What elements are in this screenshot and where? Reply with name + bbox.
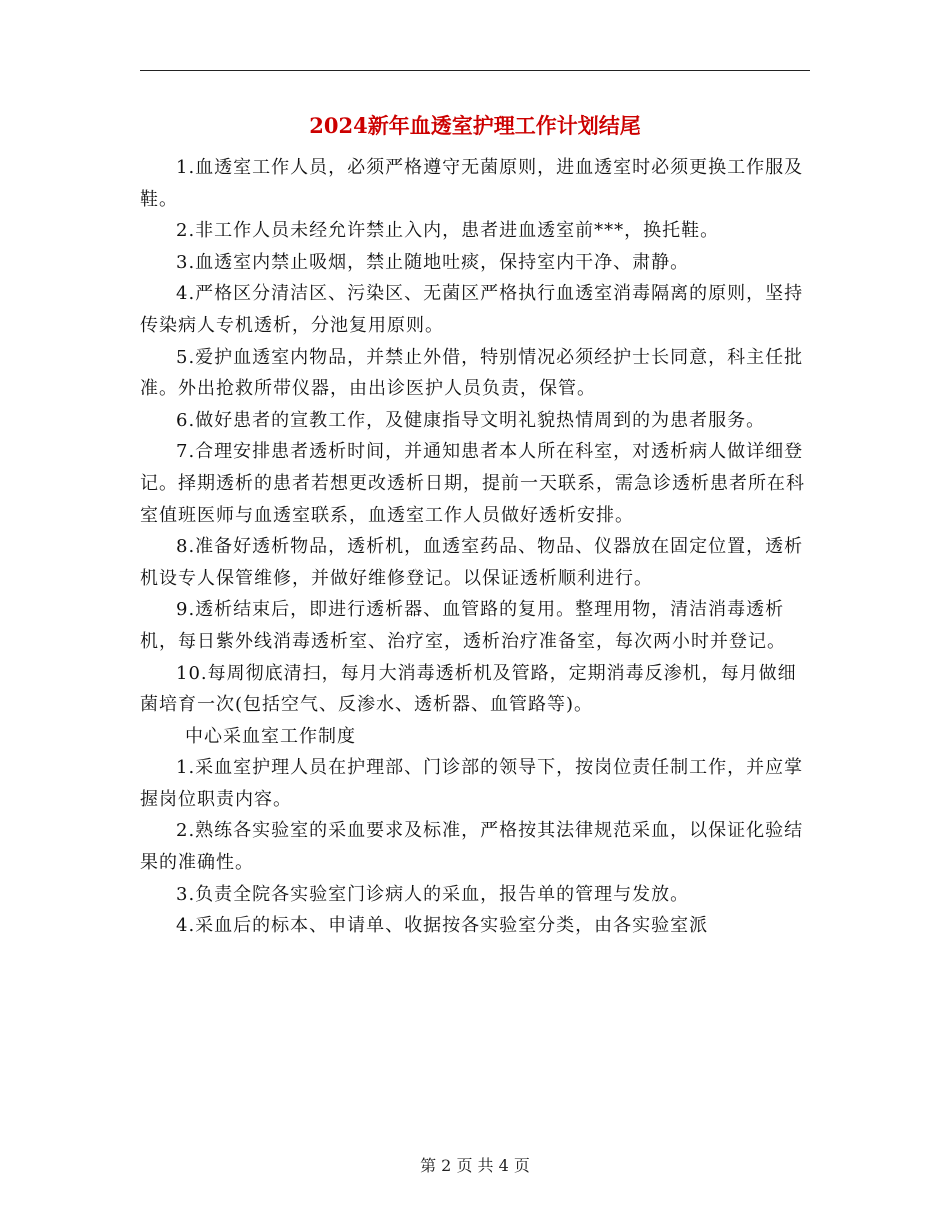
- section-heading: 中心采血室工作制度: [185, 725, 356, 747]
- paragraph-1: 1.血透室工作人员，必须严格遵守无菌原则，进血透室时必须更换工作服及鞋。: [140, 157, 804, 210]
- paragraph-4: 4.严格区分清洁区、污染区、无菌区严格执行血透室消毒隔离的原则，坚持传染病人专机透析，分池复用原则。: [140, 283, 804, 336]
- paragraph-5: 5.爱护血透室内物品，并禁止外借，特别情况必须经护士长同意，科主任批准。外出抢救所带仪器，由出诊医护人员负责，保管。: [140, 346, 804, 400]
- paragraph-11: 1.采血室护理人员在护理部、门诊部的领导下，按岗位责任制工作，并应掌握岗位职责内容。: [140, 757, 804, 810]
- paragraph-3: 3.血透室内禁止吸烟，禁止随地吐痰，保持室内干净、肃静。: [176, 251, 690, 273]
- paragraph-12: 2.熟练各实验室的采血要求及标准，严格按其法律规范采血，以保证化验结果的准确性。: [140, 820, 804, 874]
- paragraph-14: 4.采血后的标本、申请单、收据按各实验室分类，由各实验室派: [176, 915, 709, 937]
- paragraph-9: 9.透析结束后，即进行透析器、血管路的复用。整理用物，清洁消毒透析机，每日紫外线消毒透析室、治疗室，透析治疗准备室，每次两小时并登记。: [140, 599, 786, 652]
- paragraph-10: 10.每周彻底清扫，每月大消毒透析机及管路，定期消毒反渗机，每月做细菌培育一次(包括空气、反渗水、透析器、血管路等)。: [140, 662, 797, 716]
- paragraph-7: 7.合理安排患者透析时间，并通知患者本人所在科室，对透析病人做详细登记。择期透析的患者若想更改透析日期，提前一天联系，需急诊透析患者所在科室值班医师与血透室联系，血透室工作人员做好透析安排。: [140, 441, 805, 526]
- header-rule: [140, 70, 810, 71]
- document-title: 2024新年血透室护理工作计划结尾: [309, 113, 641, 138]
- page-number-footer: 第 2 页 共 4 页: [420, 1156, 530, 1175]
- paragraph-8: 8.准备好透析物品，透析机，血透室药品、物品、仪器放在固定位置，透析机设专人保管维修，并做好维修登记。以保证透析顺利进行。: [140, 536, 804, 589]
- paragraph-2: 2.非工作人员未经允许禁止入内，患者进血透室前***，换托鞋。: [176, 220, 720, 242]
- document-body: [140, 152, 812, 942]
- paragraph-6: 6.做好患者的宣教工作，及健康指导文明礼貌热情周到的为患者服务。: [176, 409, 766, 431]
- paragraph-13: 3.负责全院各实验室门诊病人的采血，报告单的管理与发放。: [176, 883, 690, 905]
